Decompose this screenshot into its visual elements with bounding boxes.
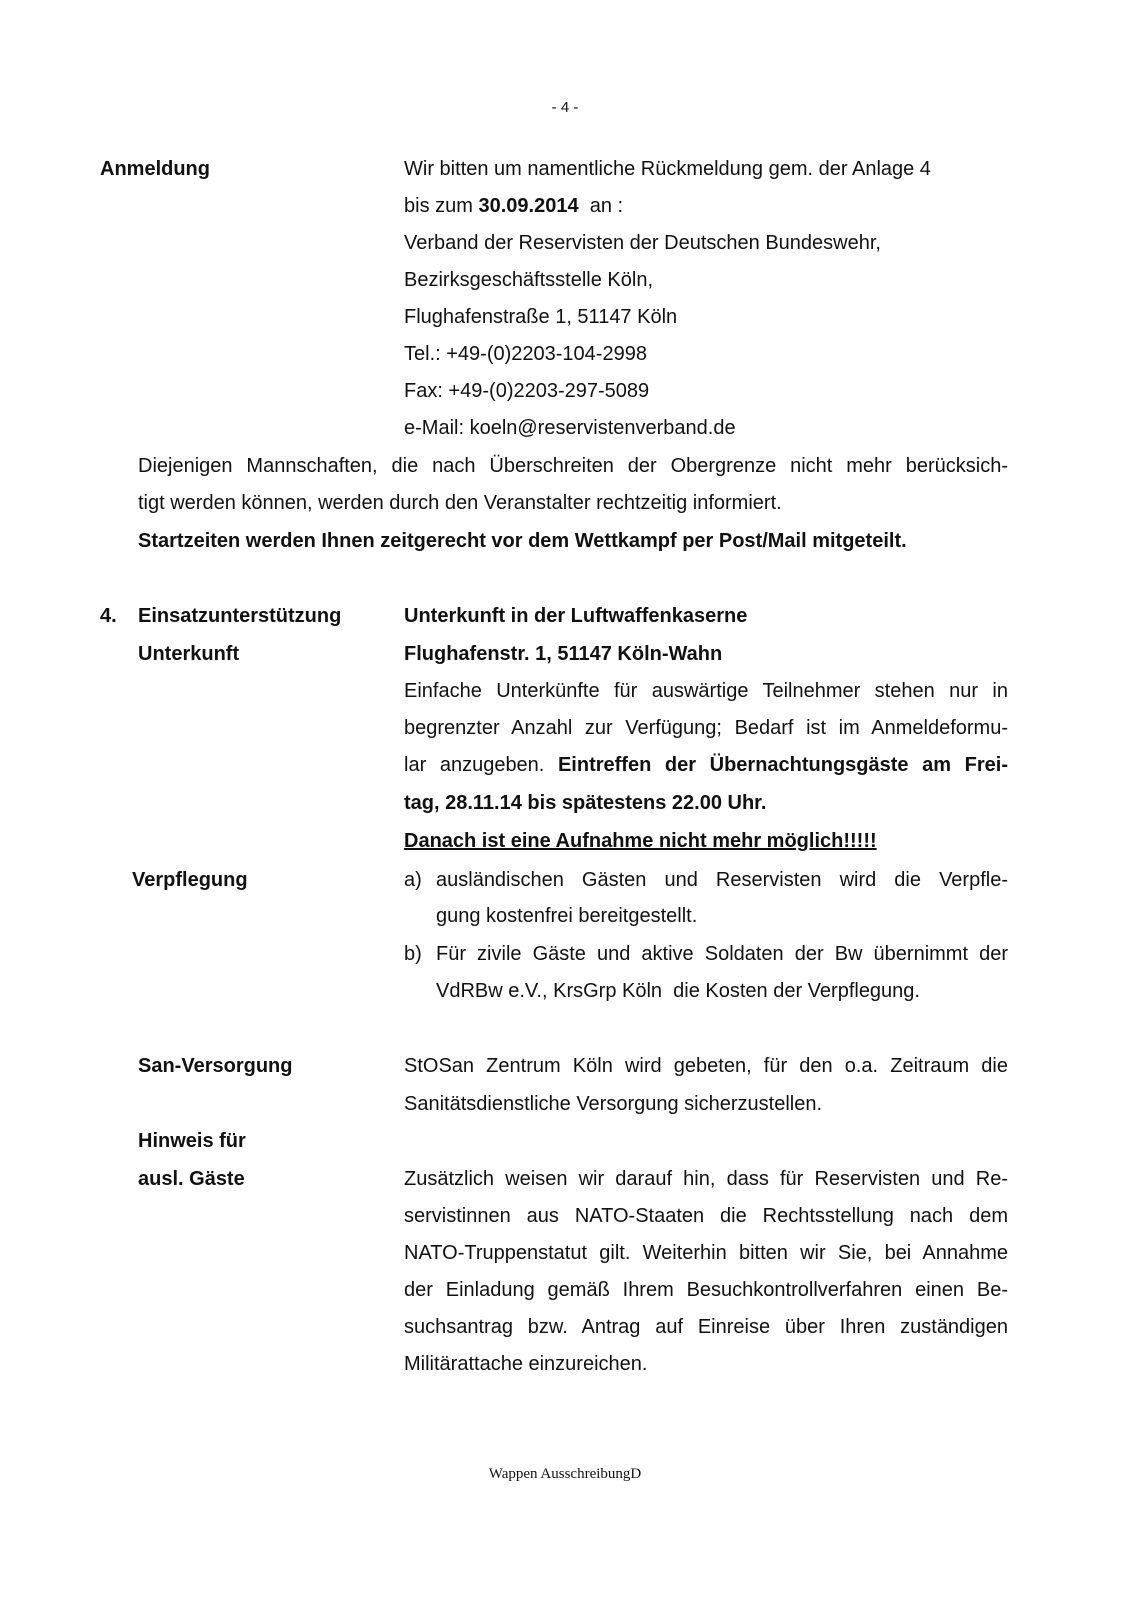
hinweis-line: Militärattache einzureichen. [404,1353,648,1375]
hinweis-line: servistinnen aus NATO-Staaten die Rechtsstellung nach dem [404,1205,1008,1227]
anmeldung-label: Anmeldung [100,158,210,180]
hinweis-line: Zusätzlich weisen wir darauf hin, dass für Reservisten und Re- [404,1168,1008,1190]
hinweis-line: der Einladung gemäß Ihrem Besuchkontrollverfahren einen Be- [404,1279,1008,1301]
anmeldung-line2-post: an : [578,195,624,217]
address-fax: Fax: +49-(0)2203-297-5089 [404,380,650,402]
unterkunft-address: Flughafenstr. 1, 51147 Köln-Wahn [404,643,723,665]
address-phone: Tel.: +49-(0)2203-104-2998 [404,343,647,365]
san-line2: Sanitätsdienstliche Versorgung sicherzustellen. [404,1093,823,1115]
verpflegung-b-line2: VdRBw e.V., KrsGrp Köln die Kosten der Verpflegung. [436,980,920,1002]
address-line: Bezirksgeschäftsstelle Köln, [404,269,654,291]
start-times-note: Startzeiten werden Ihnen zeitgerecht vor dem Wettkampf per Post/Mail mitgeteilt. [138,530,907,552]
anmeldung-note-line1: Diejenigen Mannschaften, die nach Überschreiten der Obergrenze nicht mehr berücksich- [138,455,1008,477]
unterkunft-text3 [404,754,1008,777]
hinweis-line: NATO-Truppenstatut gilt. Weiterhin bitten wir Sie, bei Annahme [404,1242,1008,1264]
unterkunft-arrival-deadline: tag, 28.11.14 bis spätestens 22.00 Uhr. [404,792,767,814]
anmeldung-line1: Wir bitten um namentliche Rückmeldung gem. der Anlage 4 [404,158,931,180]
unterkunft-heading: Unterkunft in der Luftwaffenkaserne [404,605,748,627]
verpflegung-a-line2: gung kostenfrei bereitgestellt. [436,905,698,927]
section-number: 4. [100,605,117,627]
anmeldung-deadline: 30.09.2014 [478,195,579,217]
verpflegung-b-line1: Für zivile Gäste und aktive Soldaten der Bw übernimmt der [436,943,1008,965]
hinweis-label2: ausl. Gäste [138,1168,245,1190]
san-line1: StOSan Zentrum Köln wird gebeten, für den o.a. Zeitraum die [404,1055,1008,1077]
verpflegung-a-line1: ausländischen Gästen und Reservisten wird die Verpfle- [436,869,1008,891]
unterkunft-warning: Danach ist eine Aufnahme nicht mehr möglich!!!!! [404,830,877,852]
address-line: Flughafenstraße 1, 51147 Köln [404,306,678,328]
verpflegung-a-marker: a) [404,869,422,891]
unterkunft-text3-pre: lar anzugeben. [404,754,558,776]
verpflegung-b-marker: b) [404,943,422,965]
anmeldung-note-line2: tigt werden können, werden durch den Veranstalter rechtzeitig informiert. [138,492,782,514]
section-label-einsatz: Einsatzunterstützung [138,605,342,627]
unterkunft-text2: begrenzter Anzahl zur Verfügung; Bedarf ist im Anmeldeformu- [404,717,1008,739]
hinweis-line: suchsantrag bzw. Antrag auf Einreise über Ihren zuständigen [404,1316,1008,1338]
section-label-unterkunft: Unterkunft [138,643,240,665]
page-number: - 4 - [551,99,579,116]
address-email: e-Mail: koeln@reservistenverband.de [404,417,736,439]
anmeldung-line2 [404,195,623,218]
hinweis-label1: Hinweis für [138,1130,246,1152]
verpflegung-label: Verpflegung [132,869,248,891]
san-label: San-Versorgung [138,1055,293,1077]
address-line: Verband der Reservisten der Deutschen Bundeswehr, [404,232,881,254]
unterkunft-text1: Einfache Unterkünfte für auswärtige Teilnehmer stehen nur in [404,680,1008,702]
page-footer: Wappen AusschreibungD [488,1466,642,1482]
unterkunft-arrival-note: Eintreffen der Übernachtungsgäste am Frei- [557,754,1008,776]
anmeldung-line2-pre: bis zum [404,195,479,217]
